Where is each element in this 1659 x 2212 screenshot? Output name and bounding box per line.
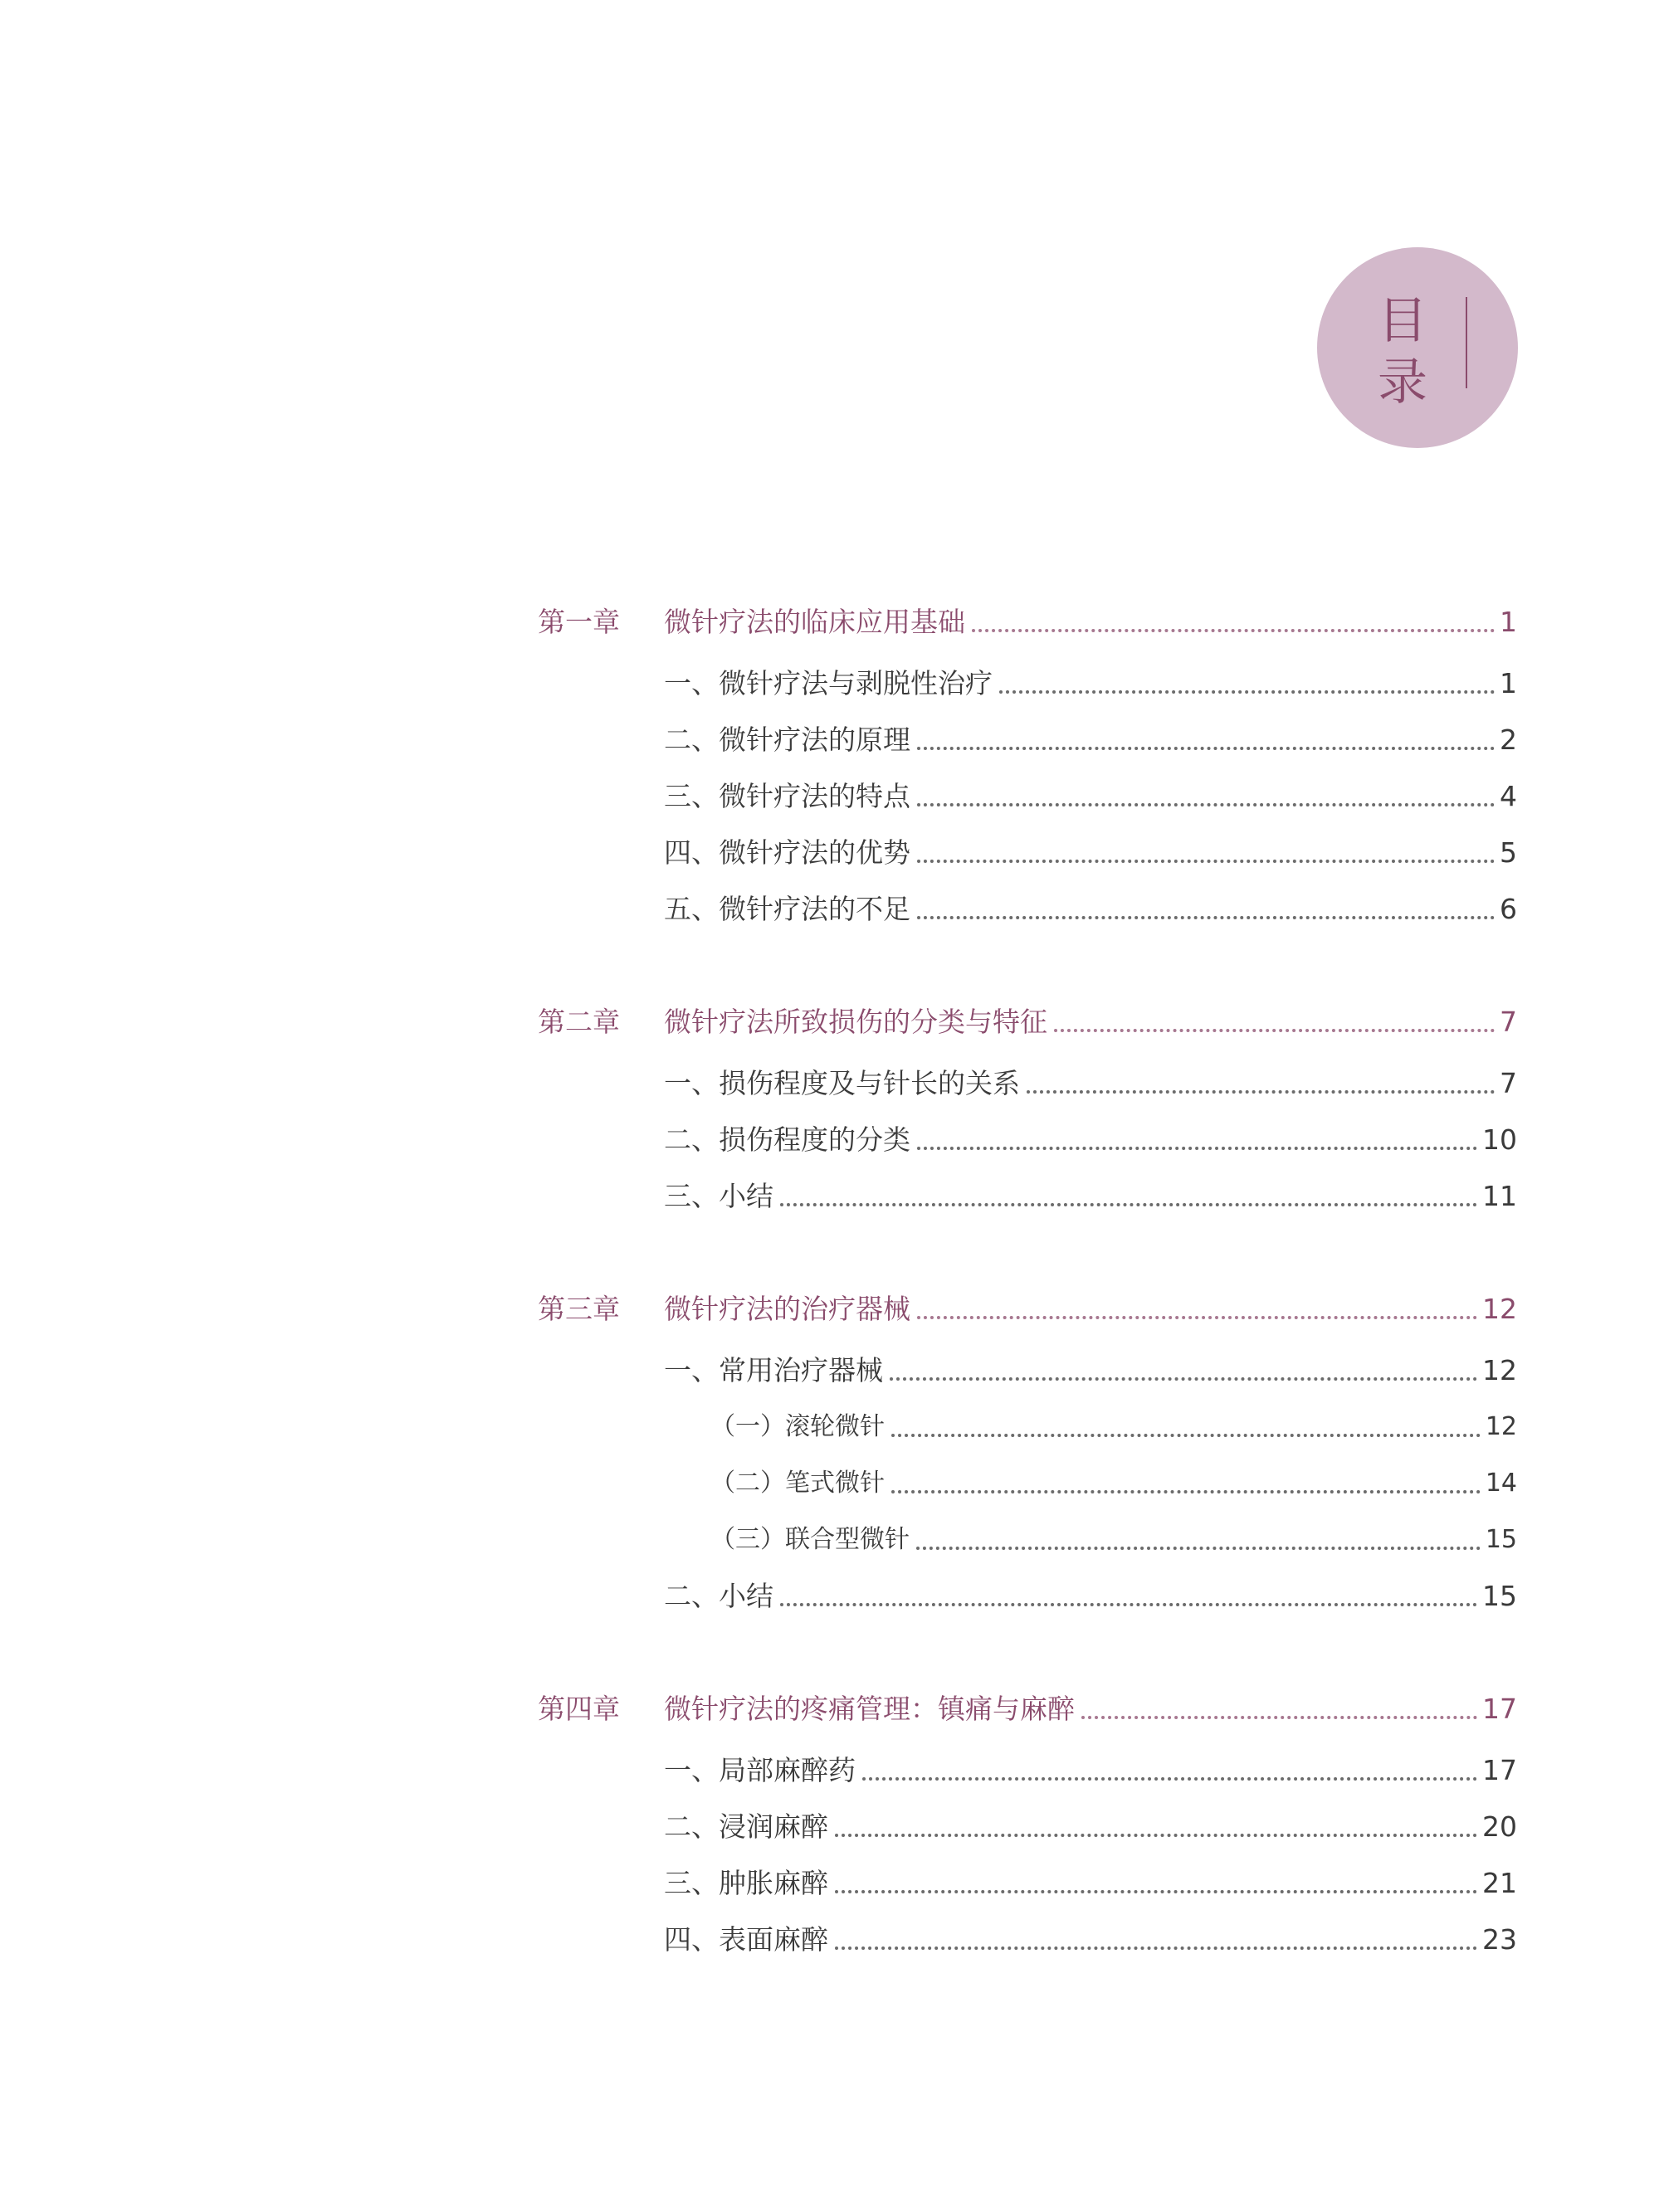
- toc-entry[interactable]: [664, 1341, 1517, 1387]
- toc-entry[interactable]: [664, 767, 1517, 813]
- toc-entry[interactable]: [664, 1054, 1517, 1100]
- toc-chapter-3[interactable]: [538, 1279, 1517, 1326]
- entry-title: 二、微针疗法的原理: [664, 724, 910, 756]
- dot-leader: [890, 1377, 1477, 1381]
- dot-leader: [999, 690, 1495, 694]
- toc-entry[interactable]: [664, 1741, 1517, 1787]
- dot-leader: [835, 1946, 1477, 1950]
- dot-leader: [1081, 1716, 1477, 1719]
- toc-title-char-1: 目: [1378, 292, 1427, 350]
- dot-leader: [917, 1147, 1477, 1150]
- subentry-page: 12: [1485, 1412, 1517, 1441]
- dot-leader: [916, 1547, 1481, 1550]
- toc-subentry[interactable]: [710, 1454, 1517, 1500]
- entry-page: 4: [1500, 780, 1517, 812]
- chapter-number: 第一章: [538, 606, 620, 638]
- dot-leader: [917, 1316, 1477, 1319]
- entry-title: 二、损伤程度的分类: [664, 1123, 910, 1156]
- entry-title: 二、浸润麻醉: [664, 1810, 828, 1843]
- toc-chapter-2[interactable]: [538, 992, 1517, 1039]
- subentry-title: （二）笔式微针: [710, 1469, 885, 1498]
- entry-title: 五、微针疗法的不足: [664, 893, 910, 925]
- dot-leader: [972, 629, 1495, 632]
- dot-leader: [1027, 1090, 1495, 1094]
- chapter-page: 1: [1500, 606, 1517, 638]
- entry-page: 20: [1482, 1810, 1517, 1843]
- entry-page: 11: [1482, 1180, 1517, 1212]
- chapter-page: 7: [1500, 1006, 1517, 1038]
- dot-leader: [835, 1834, 1477, 1837]
- subentry-page: 15: [1485, 1525, 1517, 1554]
- entry-title: 一、局部麻醉药: [664, 1754, 856, 1786]
- toc-entry[interactable]: [664, 1167, 1517, 1213]
- entry-page: 5: [1500, 836, 1517, 869]
- dot-leader: [917, 916, 1495, 919]
- dot-leader: [891, 1434, 1481, 1437]
- toc-entry[interactable]: [664, 1797, 1517, 1844]
- chapter-title: 微针疗法的疼痛管理：镇痛与麻醉: [664, 1693, 1075, 1725]
- entry-page: 21: [1482, 1867, 1517, 1899]
- chapter-number: 第二章: [538, 1006, 620, 1038]
- entry-page: 23: [1482, 1923, 1517, 1956]
- entry-title: 二、小结: [664, 1580, 773, 1612]
- entry-page: 6: [1500, 893, 1517, 925]
- entry-page: 15: [1482, 1580, 1517, 1612]
- dot-leader: [780, 1203, 1477, 1206]
- entry-page: 2: [1500, 724, 1517, 756]
- dot-leader: [917, 747, 1495, 750]
- toc-entry[interactable]: [664, 710, 1517, 757]
- toc-chapter-1[interactable]: [538, 592, 1517, 639]
- toc-entry[interactable]: [664, 879, 1517, 926]
- entry-title: 四、表面麻醉: [664, 1923, 828, 1956]
- entry-title: 三、微针疗法的特点: [664, 780, 910, 812]
- toc-subentry[interactable]: [710, 1397, 1517, 1444]
- dot-leader: [891, 1490, 1481, 1493]
- chapter-page: 17: [1482, 1693, 1517, 1725]
- entry-title: 四、微针疗法的优势: [664, 836, 910, 869]
- dot-leader: [917, 860, 1495, 863]
- entry-title: 三、肿胀麻醉: [664, 1867, 828, 1899]
- toc-entry[interactable]: [664, 1110, 1517, 1157]
- dot-leader: [862, 1777, 1477, 1781]
- chapter-number: 第三章: [538, 1293, 620, 1325]
- entry-page: 12: [1482, 1354, 1517, 1386]
- chapter-title: 微针疗法的临床应用基础: [664, 606, 965, 638]
- dot-leader: [917, 803, 1495, 806]
- toc-title-char-2: 录: [1378, 353, 1427, 412]
- toc-entry[interactable]: [664, 823, 1517, 870]
- entry-title: 一、损伤程度及与针长的关系: [664, 1067, 1020, 1099]
- toc-entry[interactable]: [664, 654, 1517, 700]
- entry-title: 三、小结: [664, 1180, 773, 1212]
- entry-page: 10: [1482, 1123, 1517, 1156]
- dot-leader: [835, 1890, 1477, 1893]
- toc-chapter-4[interactable]: [538, 1679, 1517, 1726]
- dot-leader: [780, 1603, 1477, 1606]
- subentry-page: 14: [1485, 1469, 1517, 1498]
- entry-page: 7: [1500, 1067, 1517, 1099]
- entry-title: 一、常用治疗器械: [664, 1354, 883, 1386]
- dot-leader: [1054, 1029, 1495, 1032]
- entry-page: 17: [1482, 1754, 1517, 1786]
- chapter-page: 12: [1482, 1293, 1517, 1325]
- toc-entry[interactable]: [664, 1854, 1517, 1900]
- toc-entry[interactable]: [664, 1566, 1517, 1613]
- chapter-title: 微针疗法所致损伤的分类与特征: [664, 1006, 1047, 1038]
- toc-subentry[interactable]: [710, 1510, 1517, 1557]
- subentry-title: （三）联合型微针: [710, 1525, 910, 1554]
- subentry-title: （一）滚轮微针: [710, 1412, 885, 1441]
- entry-page: 1: [1500, 667, 1517, 699]
- chapter-number: 第四章: [538, 1693, 620, 1725]
- toc-entry[interactable]: [664, 1910, 1517, 1956]
- chapter-title: 微针疗法的治疗器械: [664, 1293, 910, 1325]
- entry-title: 一、微针疗法与剥脱性治疗: [664, 667, 993, 699]
